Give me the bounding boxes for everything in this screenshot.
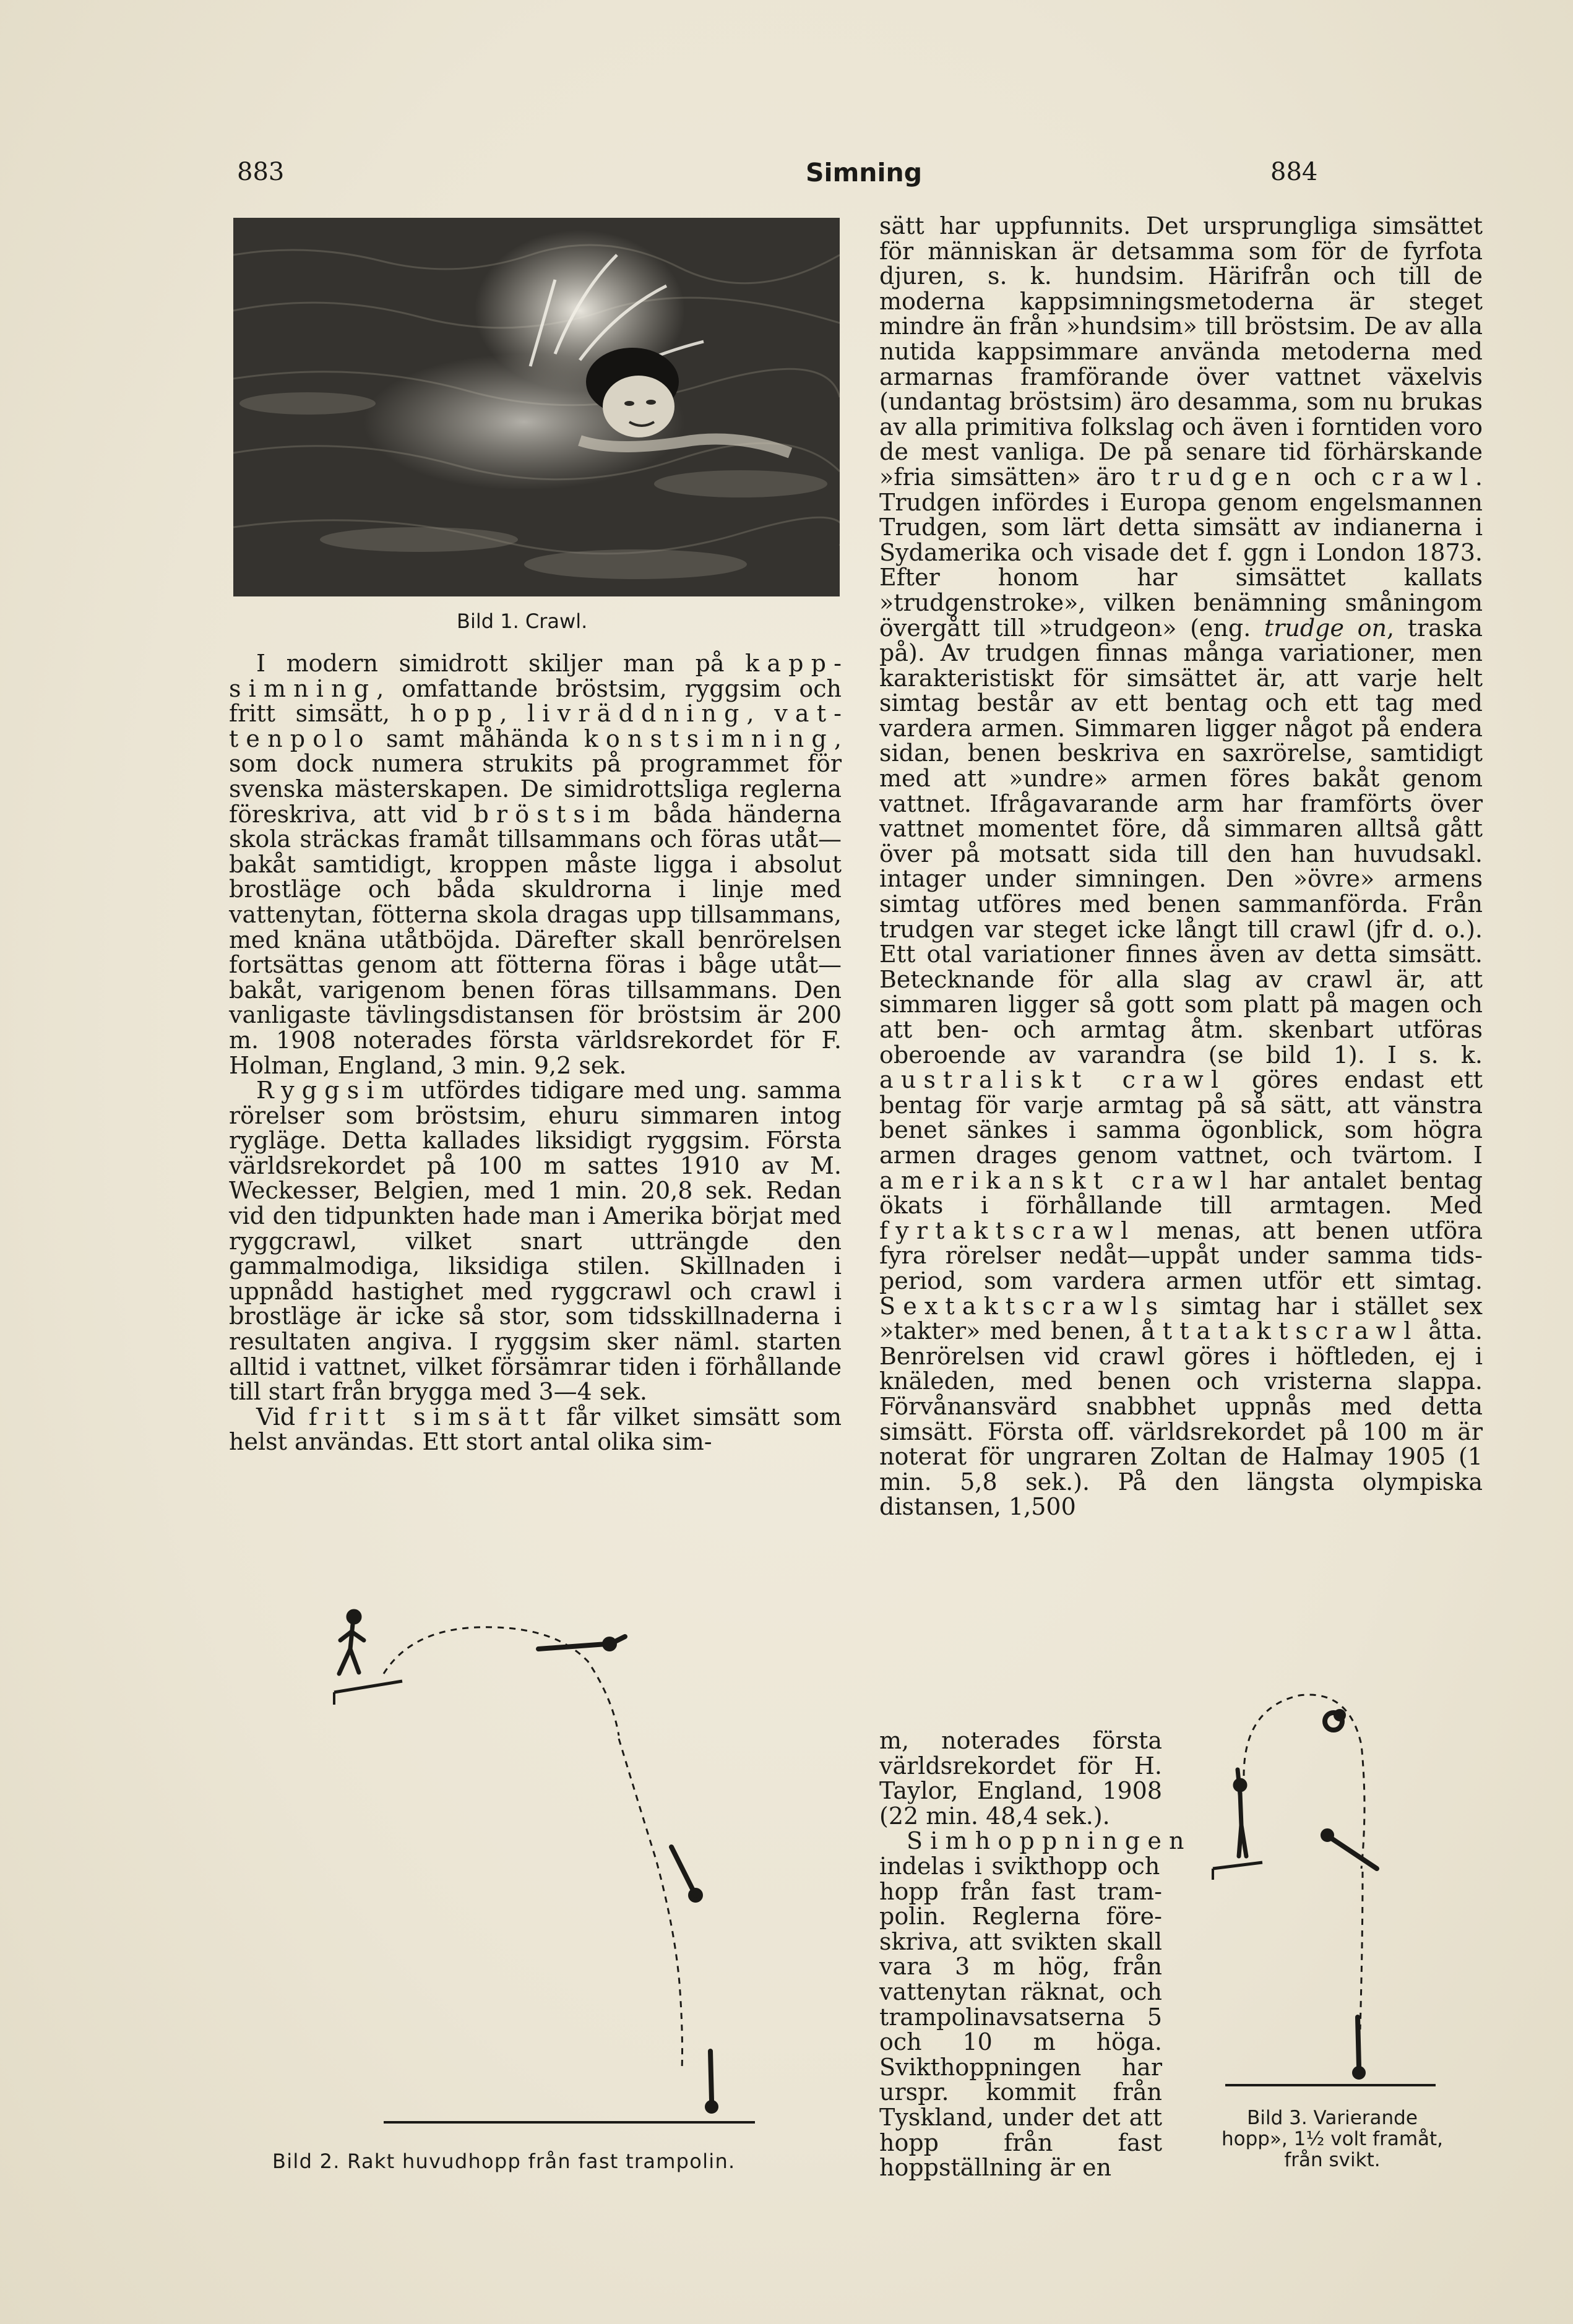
- page-number-right: 884: [1270, 158, 1318, 186]
- paragraph-fritt-simsatt: Vid fritt simsätt får vilket simsätt som helst användas. Ett stort antal olika sim-: [229, 1403, 842, 1456]
- right-narrow-column: [879, 1727, 1192, 2182]
- page-number-left: 883: [237, 158, 285, 186]
- left-column: [229, 651, 842, 1455]
- figure-1-caption: Bild 1. Crawl.: [457, 609, 588, 633]
- paragraph-simhoppning: Simhoppningen indelas i svikthopp och hopp från fast trampolin. Reglerna föreskriva, att svikten skall vara 3 m hög, från vattenytan räknat, och trampolinavsatserna 5 och 10 m höga. Svikthoppningen har urspr. kommit från Tyskland, under det att hopp från fast hoppställning är en: [879, 1827, 1192, 2182]
- running-title: Simning: [806, 158, 923, 187]
- figure-3-caption-line-3: från svikt.: [1284, 2149, 1381, 2171]
- figure-3-caption-line-1: Bild 3. Varierande: [1247, 2107, 1418, 2129]
- right-column: [879, 213, 1483, 1520]
- paragraph-simsatt-history: sätt har uppfunnits. Det ursprungliga simsättet för människan är detsamma som för de fyrfota djuren, s. k. hundsim. Härifrån och till de moderna kappsimningsmetoderna är steget mindre än från »hundsim» till bröstsim. De av alla nutida kappsimmare använda metoderna med armarnas framförande över vattnet växelvis (undantag bröstsim) äro desamma, som nu brukas av alla primitiva folkslag och även i forntiden voro de mest vanliga. De på senare tid förhärskande »fria simsätten» äro trudgen och crawl. Trudgen infördes i Europa genom engelsmannen Trudgen, som lärt detta simsätt av indianerna i Sydamerika och visade det f. ggn i London 1873. Efter honom har simsättet kallats »trudgenstroke», vilken benämning småningom övergått till »trudgeon» (eng. trudge on, traska på). Av trudgen finnas många variationer, men karakteristiskt för simsättet är, att varje helt simtag består av ett bentag och ett tag med vardera armen. Simmaren ligger något på endera sidan, benen beskriva en saxrörelse, samtidigt med att »undre» armen föres bakåt genom vattnet. Ifrågavarande arm har framförts över vattnet momentet före, då simmaren alltså gått över på motsatt sida till den han huvudsakl. intager under simningen. Den »övre» armens simtag utföres med benen sammanförda. Från trudgen var steget icke långt till crawl (jfr d. o.). Ett otal variationer finnes även av detta simsätt. Betecknande för alla slag av crawl är, att simmaren ligger så gott som platt på magen och att ben- och armtag åtm. skenbart utföras oberoende av varandra (se bild 1). I s. k. australiskt crawl göres endast ett bentag för varje armtag på så sätt, att vänstra benet sänkes i samma ögonblick, som högra armen drages genom vattnet, och tvärtom. I amerikanskt crawl har antalet bentag ökats i förhållande till armtagen. Med fyrtaktscrawl menas, att benen utföra fyra rörelser nedåt—uppåt under samma tidsperiod, som vardera armen utför ett simtag. Sextaktscrawls simtag har i stället sex »takter» med benen, åttataktscrawl åtta. Benrörelsen vid crawl göres i höftleden, ej i knäleden, med benen och vristerna slappa. Förvånansvärd snabbhet uppnås med detta simsätt. Första off. världsrekordet på 100 m är noterat för ungraren Zoltan de Halmay 1905 (1 min. 5,8 sek.). På den längsta olympiska distansen, 1,500: [879, 212, 1483, 1521]
- figure-3-caption-line-2: hopp», 1½ volt framåt,: [1221, 2128, 1444, 2150]
- crawl-photo: [233, 218, 840, 596]
- dive-diagram-figure-2: [309, 1599, 792, 2144]
- figure-3-caption: [1199, 2107, 1465, 2171]
- dive-diagram-figure-3: [1200, 1683, 1460, 2104]
- paragraph-world-record: m, noterades första världsrekordet för H. Taylor, England, 1908 (22 min. 48,4 sek.).: [879, 1727, 1162, 1830]
- paragraph-ryggsim: Ryggsim utfördes tidigare med ung. samma rörelser som bröstsim, ehuru simmaren intog rygläge. Detta kallades liksidigt ryggsim. Första världsrekordet på 100 m sattes 1910 av M. Weckesser, Belgien, med 1 min. 20,8 sek. Redan vid den tidpunkten hade man i Amerika börjat med ryggcrawl, vilket snart utträngde den gammalmodiga, liksidiga stilen. Skillnaden i uppnådd hastighet med ryggcrawl och crawl i brostläge är icke så stor, som tidsskillnaderna i resultaten angiva. I ryggsim sker näml. starten alltid i vattnet, vilket försämrar tiden i förhållande till start från brygga med 3—4 sek.: [229, 1077, 842, 1406]
- figure-2-caption: Bild 2. Rakt huvudhopp från fast trampolin.: [272, 2150, 736, 2173]
- crawl-photo-graphic: [233, 218, 840, 596]
- paragraph-sports-overview: I modern simidrott skiljer man på kappsimning, omfattande bröstsim, ryggsim och fritt simsätt, hopp, livräddning, vattenpolo samt måhända konstsimning, som dock numera strukits på programmet för svenska mästerskapen. De simidrottsliga reglerna föreskriva, att vid bröstsim båda händerna skola sträckas framåt tillsammans och föras utåt—bakåt samtidigt, kroppen måste ligga i absolut brostläge och båda skuldrorna i linje med vattenytan, fötterna skola dragas upp tillsammans, med knäna utåtböjda. Därefter skall benrörelsen fortsättas genom att fötterna föras i båge utåt—bakåt, varigenom benen föras tillsammans. Den vanligaste tävlingsdistansen för bröstsim är 200 m. 1908 noterades första världsrekordet för F. Holman, England, 3 min. 9,2 sek.: [229, 650, 842, 1079]
